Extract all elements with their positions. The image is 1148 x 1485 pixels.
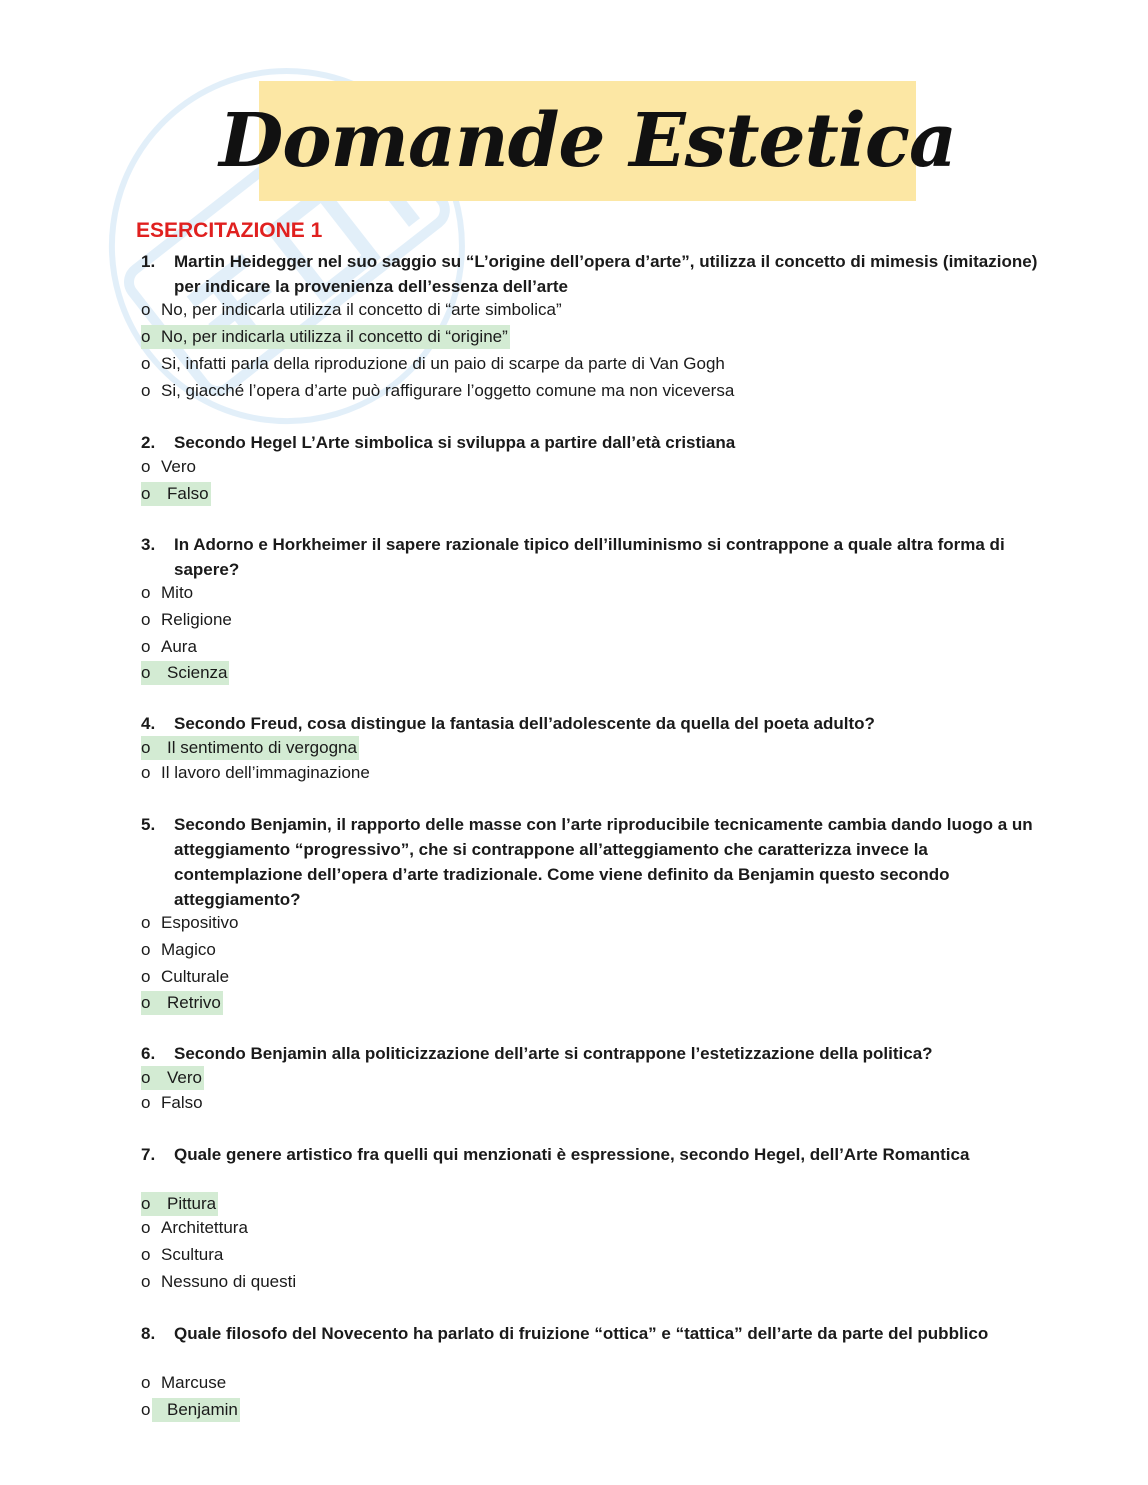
question-text: Secondo Benjamin, il rapporto delle masse con l’arte riproducibile tecnicamente cambia dando luogo a un atteggiamento “progressivo”, che si contrappone all’atteggiamento che caratterizza invece la contemplazione dell’opera d’arte tradizionale. Come viene definito da Benjamin questo secondo atteggiamento? xyxy=(174,815,1033,909)
option-text: Culturale xyxy=(161,967,230,986)
question-number: 2. xyxy=(141,433,156,452)
bullet-icon: o xyxy=(141,913,151,932)
option-text: Retrivo xyxy=(167,993,221,1012)
bullet-icon: o xyxy=(141,610,151,629)
option-text: Vero xyxy=(161,457,196,476)
option-6b[interactable] xyxy=(141,1091,203,1115)
bullet-icon: o xyxy=(141,993,151,1012)
option-text: Mito xyxy=(161,583,194,602)
question-text: In Adorno e Horkheimer il sapere razionale tipico dell’illuminismo si contrappone a quale altra forma di sapere? xyxy=(174,535,1005,579)
option-text: Si, giacché l’opera d’arte può raffigurare l’oggetto comune ma non viceversa xyxy=(161,381,735,400)
question-text: Secondo Benjamin alla politicizzazione dell’arte si contrappone l’estetizzazione della politica? xyxy=(174,1044,933,1063)
question-4 xyxy=(141,711,1041,736)
option-8a[interactable] xyxy=(141,1371,226,1395)
question-text: Martin Heidegger nel suo saggio su “L’origine dell’opera d’arte”, utilizza il concetto di mimesis (imitazione) per indicare la provenienza dell’essenza dell’arte xyxy=(174,252,1038,296)
question-text: Secondo Freud, cosa distingue la fantasia dell’adolescente da quella del poeta adulto? xyxy=(174,714,875,733)
bullet-icon: o xyxy=(141,583,151,602)
option-text: Pittura xyxy=(167,1194,217,1213)
bullet-icon: o xyxy=(141,1272,151,1291)
option-3c[interactable] xyxy=(141,635,197,659)
option-text: No, per indicarla utilizza il concetto di “arte simbolica” xyxy=(161,300,562,319)
bullet-icon: o xyxy=(141,484,151,503)
option-4a-correct[interactable] xyxy=(141,736,359,760)
bullet-icon: o xyxy=(141,1068,151,1087)
bullet-icon: o xyxy=(141,327,151,346)
option-2b-correct[interactable] xyxy=(141,482,211,506)
bullet-icon: o xyxy=(141,1093,151,1112)
question-number: 1. xyxy=(141,252,156,271)
question-8 xyxy=(141,1321,1041,1346)
option-2a[interactable] xyxy=(141,455,196,479)
bullet-icon: o xyxy=(141,354,151,373)
question-text: Quale genere artistico fra quelli qui menzionati è espressione, secondo Hegel, dell’Arte Romantica xyxy=(174,1145,970,1164)
option-text: Falso xyxy=(167,484,209,503)
bullet-icon: o xyxy=(141,1400,151,1419)
option-text: Il lavoro dell’immaginazione xyxy=(161,763,370,782)
bullet-icon: o xyxy=(141,940,151,959)
option-1a[interactable] xyxy=(141,298,562,322)
option-5c[interactable] xyxy=(141,965,229,989)
option-text: Magico xyxy=(161,940,216,959)
option-text: Espositivo xyxy=(161,913,239,932)
bullet-icon: o xyxy=(141,1194,151,1213)
question-number: 3. xyxy=(141,535,156,554)
option-7a-correct[interactable] xyxy=(141,1192,218,1216)
option-text: Benjamin xyxy=(152,1398,240,1422)
option-3d-correct[interactable] xyxy=(141,661,229,685)
option-text: Il sentimento di vergogna xyxy=(167,738,357,757)
question-3 xyxy=(141,532,1041,582)
option-text: Si, infatti parla della riproduzione di un paio di scarpe da parte di Van Gogh xyxy=(161,354,725,373)
question-text: Secondo Hegel L’Arte simbolica si sviluppa a partire dall’età cristiana xyxy=(174,433,736,452)
question-text: Quale filosofo del Novecento ha parlato di fruizione “ottica” e “tattica” dell’arte da parte del pubblico xyxy=(174,1324,989,1343)
bullet-icon: o xyxy=(141,967,151,986)
question-5 xyxy=(141,812,1041,912)
option-7c[interactable] xyxy=(141,1243,223,1267)
page-title: Domande Estetica xyxy=(219,98,956,184)
option-text: Falso xyxy=(161,1093,203,1112)
option-text: Architettura xyxy=(161,1218,248,1237)
bullet-icon: o xyxy=(141,738,151,757)
bullet-icon: o xyxy=(141,763,151,782)
question-1 xyxy=(141,249,1041,299)
option-text: Vero xyxy=(167,1068,202,1087)
option-4b[interactable] xyxy=(141,761,370,785)
question-2 xyxy=(141,430,1041,455)
question-number: 4. xyxy=(141,714,156,733)
option-1c[interactable] xyxy=(141,352,725,376)
option-3b[interactable] xyxy=(141,608,232,632)
bullet-icon: o xyxy=(141,663,151,682)
bullet-icon: o xyxy=(141,1218,151,1237)
option-5d-correct[interactable] xyxy=(141,991,223,1015)
option-7d[interactable] xyxy=(141,1270,296,1294)
option-3a[interactable] xyxy=(141,581,193,605)
question-6 xyxy=(141,1041,1041,1066)
option-8b-correct[interactable] xyxy=(141,1398,240,1422)
bullet-icon: o xyxy=(141,1373,151,1392)
bullet-icon: o xyxy=(141,381,151,400)
option-text: Marcuse xyxy=(161,1373,227,1392)
option-5b[interactable] xyxy=(141,938,216,962)
question-7 xyxy=(141,1142,1041,1167)
bullet-icon: o xyxy=(141,457,151,476)
option-text: Scultura xyxy=(161,1245,224,1264)
option-7b[interactable] xyxy=(141,1216,248,1240)
option-6a-correct[interactable] xyxy=(141,1066,204,1090)
question-number: 5. xyxy=(141,815,156,834)
option-text: Aura xyxy=(161,637,197,656)
bullet-icon: o xyxy=(141,637,151,656)
option-text: No, per indicarla utilizza il concetto di “origine” xyxy=(161,327,508,346)
question-number: 6. xyxy=(141,1044,156,1063)
section-heading: ESERCITAZIONE 1 xyxy=(136,219,323,242)
option-text: Nessuno di questi xyxy=(161,1272,297,1291)
question-number: 7. xyxy=(141,1145,156,1164)
bullet-icon: o xyxy=(141,300,151,319)
option-5a[interactable] xyxy=(141,911,238,935)
option-text: Scienza xyxy=(167,663,228,682)
option-1d[interactable] xyxy=(141,379,734,403)
question-number: 8. xyxy=(141,1324,156,1343)
option-text: Religione xyxy=(161,610,232,629)
title-banner xyxy=(219,81,956,201)
bullet-icon: o xyxy=(141,1245,151,1264)
option-1b-correct[interactable] xyxy=(141,325,510,349)
